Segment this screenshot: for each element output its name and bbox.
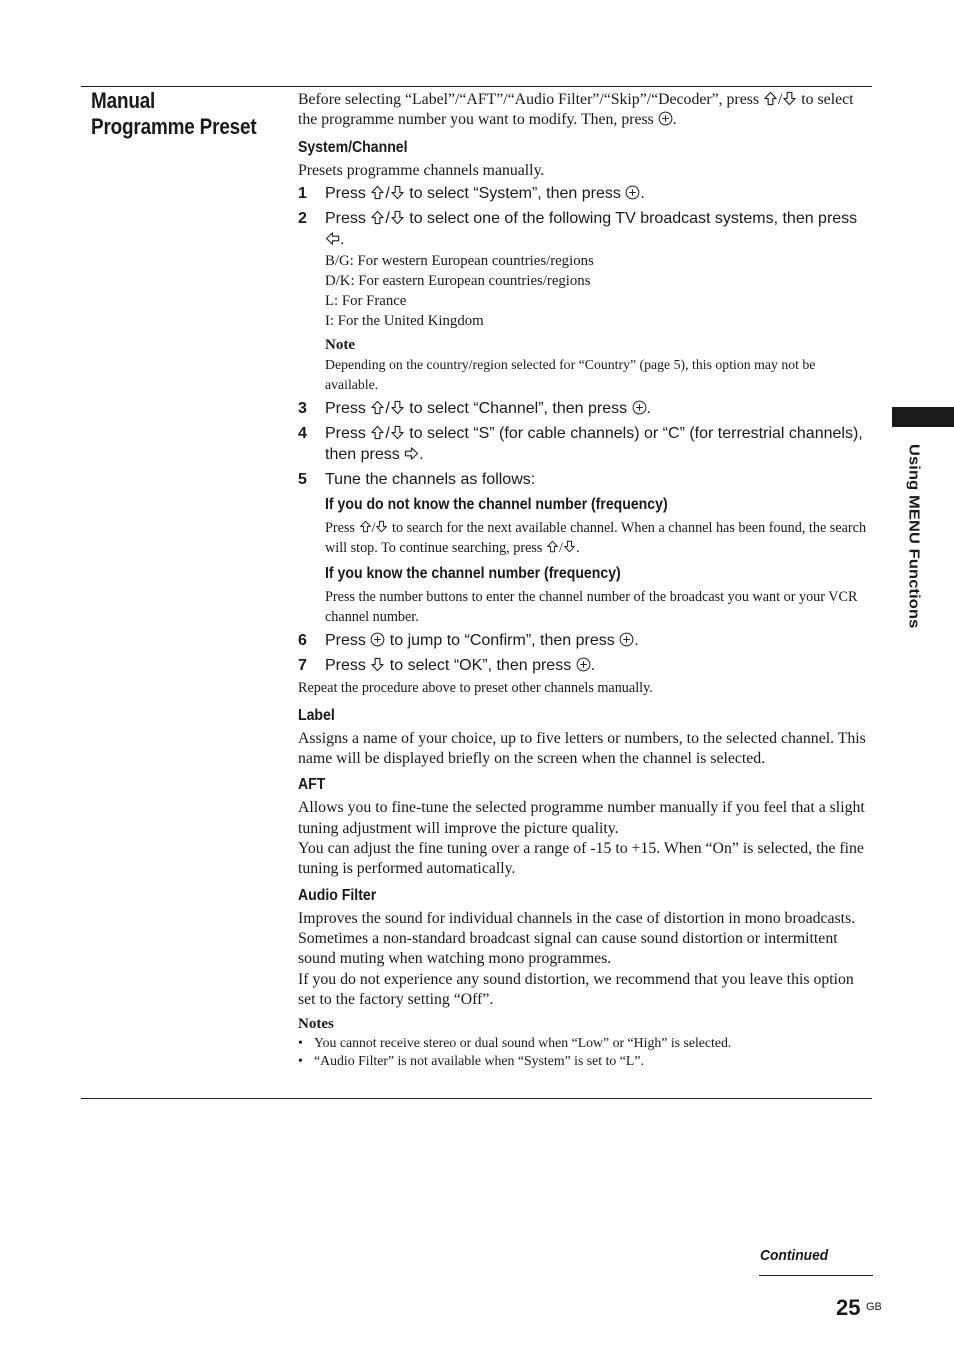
section-title: Manual Programme Preset <box>91 88 257 139</box>
unknown-frequency-text: Press / to search for the next available channel. When a channel has been found, the search will stop. To continue searching, press / . <box>325 519 867 556</box>
list-item: • You cannot receive stereo or dual sound when “Low” or “High” is selected. <box>298 1034 872 1052</box>
top-rule <box>81 86 872 87</box>
step-1: 1 Press / to select “System”, then press . <box>298 184 645 202</box>
step-7: 7 Press to select “OK”, then press . <box>298 656 596 674</box>
up-arrow-icon <box>370 400 385 415</box>
notes-list <box>298 1034 872 1070</box>
up-arrow-icon <box>370 210 385 225</box>
step-5: 5 Tune the channels as follows: <box>298 470 536 488</box>
bottom-rule <box>81 1098 872 1099</box>
down-arrow-icon <box>375 520 388 533</box>
audio-filter-heading: Audio Filter <box>298 886 377 904</box>
up-arrow-icon <box>359 520 372 533</box>
audio-filter-text-2: If you do not experience any sound distortion, we recommend that you leave this option set to the factory setting “Off”. <box>298 970 854 1008</box>
down-arrow-icon <box>370 657 385 672</box>
page-suffix: GB <box>866 1301 882 1313</box>
systems-list <box>325 251 872 395</box>
repeat-text: Repeat the procedure above to preset other channels manually. <box>298 679 653 696</box>
enter-icon <box>370 632 385 647</box>
aft-heading: AFT <box>298 776 326 794</box>
continued-label: Continued <box>760 1247 829 1264</box>
known-frequency-text: Press the number buttons to enter the channel number of the broadcast you want or your VCR channel number. <box>325 588 858 625</box>
label-heading: Label <box>298 706 335 724</box>
continued-rule <box>759 1275 873 1276</box>
enter-icon <box>576 657 591 672</box>
unknown-frequency-heading: If you do not know the channel number (frequency) <box>325 495 668 513</box>
down-arrow-icon <box>390 210 405 225</box>
enter-icon <box>619 632 634 647</box>
system-channel-desc: Presets programme channels manually. <box>298 161 545 179</box>
system-item: B/G: For western European countries/regions <box>325 252 594 269</box>
tuning-options <box>325 495 872 627</box>
enter-icon <box>658 111 673 126</box>
step-2: 2 Press / to select one of the following TV broadcast systems, then press . <box>298 209 858 248</box>
note-label: Note <box>325 336 355 353</box>
system-item: I: For the United Kingdom <box>325 312 484 329</box>
right-arrow-icon <box>404 446 419 461</box>
enter-icon <box>625 185 640 200</box>
audio-filter-text-1: Improves the sound for individual channels in the case of distortion in mono broadcasts. Sometimes a non-standard broadcast signal can cause sound distortion or intermittent sound muting when watching mono programmes. <box>298 909 856 968</box>
up-arrow-icon <box>370 185 385 200</box>
up-arrow-icon <box>546 540 559 553</box>
notes-label: Notes <box>298 1016 334 1033</box>
aft-text-1: Allows you to fine-tune the selected programme number manually if you feel that a slight tuning adjustment will improve the picture quality. <box>298 799 865 837</box>
note-text: Depending on the country/region selected for “Country” (page 5), this option may not be available. <box>325 356 816 392</box>
system-item: D/K: For eastern European countries/regions <box>325 272 591 289</box>
intro-paragraph: Before selecting “Label”/“AFT”/“Audio Filter”/“Skip”/“Decoder”, press / to select the programme number you want to modify. Then, press . <box>298 91 854 129</box>
up-arrow-icon <box>763 91 778 106</box>
section-tab-marker <box>892 407 954 427</box>
label-text: Assigns a name of your choice, up to five letters or numbers, to the selected channel. This name will be displayed briefly on the screen when the channel is selected. <box>298 729 866 768</box>
page-number: 25 <box>836 1295 861 1320</box>
down-arrow-icon <box>390 425 405 440</box>
step-4: 4 Press / to select “S” (for cable channels) or “C” (for terrestrial channels), then press . <box>298 424 863 463</box>
system-channel-heading: System/Channel <box>298 138 408 156</box>
enter-icon <box>632 400 647 415</box>
down-arrow-icon <box>390 400 405 415</box>
side-section-label: Using MENU Functions <box>905 444 923 629</box>
main-content <box>298 90 872 1070</box>
step-3: 3 Press / to select “Channel”, then press . <box>298 399 652 417</box>
known-frequency-heading: If you know the channel number (frequency) <box>325 564 621 582</box>
down-arrow-icon <box>390 185 405 200</box>
list-item: • “Audio Filter” is not available when “System” is set to “L”. <box>298 1052 872 1070</box>
down-arrow-icon <box>782 91 797 106</box>
left-arrow-icon <box>325 231 340 246</box>
down-arrow-icon <box>563 540 576 553</box>
system-item: L: For France <box>325 292 407 309</box>
aft-text-2: You can adjust the fine tuning over a range of -15 to +15. When “On” is selected, the fine tuning is performed automatically. <box>298 840 864 878</box>
up-arrow-icon <box>370 425 385 440</box>
step-6: 6 Press to jump to “Confirm”, then press . <box>298 631 639 649</box>
